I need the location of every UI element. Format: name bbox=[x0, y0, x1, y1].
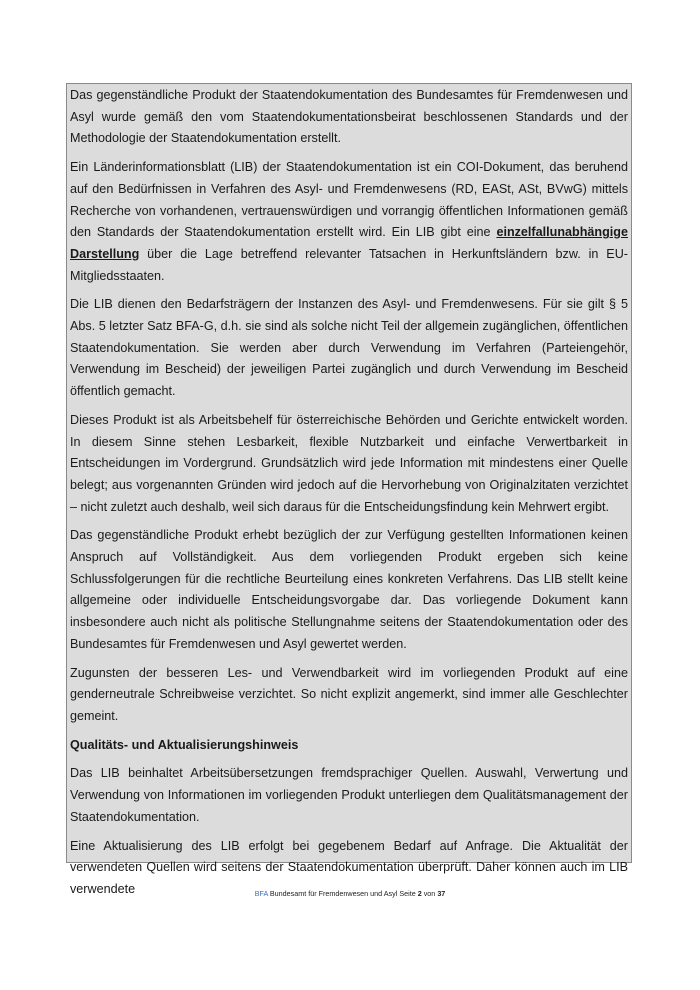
paragraph-lib-definition-start: Ein Länderinformationsblatt (LIB) der Staatendokumentation ist ein COI-Dokument, das beruhend auf den Bedürfnissen in Verfahren des Asyl- und Fremdenwesens (RD, EASt, ASt, BVwG) mittels Recherche von vorhandenen, vertrauenswürdigen und vorrangig öffentlichen Informationen gemäß den Standards der Staatendokumentation erstellt wird. Ein LIB gibt eine bbox=[70, 160, 628, 240]
paragraph-methodology: Das gegenständliche Produkt der Staatendokumentation des Bundesamtes für Fremdenwesen und Asyl wurde gemäß den vom Staatendokumentationsbeirat beschlossenen Standards und der Methodologie der Staatendokumentation erstellt. bbox=[70, 88, 628, 146]
footer-page-total: 37 bbox=[437, 889, 446, 898]
paragraph-vollstaendigkeit: Das gegenständliche Produkt erhebt bezüglich der zur Verfügung gestellten Informationen keinen Anspruch auf Vollständigkeit. Aus dem vorliegenden Produkt ergeben sich keine Schlussfolgerungen für die rechtliche Beurteilung eines konkreten Verfahrens. Das LIB stellt keine allgemeine oder individuelle Entscheidungsvorgabe dar. Das vorliegende Dokument kann insbesondere auch nicht als politische Stellungnahme seitens der Staatendokumentation oder des Bundesamtes für Fremdenwesen und Asyl gewertet werden. bbox=[70, 528, 628, 651]
paragraph-uebersetzungen: Das LIB beinhaltet Arbeitsübersetzungen fremdsprachiger Quellen. Auswahl, Verwertung und Verwendung von Informationen im vorliegenden Produkt unterliegen dem Qualitätsmanagement der Staatendokumentation. bbox=[70, 766, 628, 824]
paragraph-schreibweise: Zugunsten der besseren Les- und Verwendbarkeit wird im vorliegenden Produkt auf eine genderneutrale Schreibweise verzichtet. So nicht explizit angemerkt, sind immer alle Geschlechter gemeint. bbox=[70, 665, 628, 723]
footer-page-word: Seite bbox=[399, 889, 418, 898]
paragraph-lib-definition-end: über die Lage betreffend relevanter Tatsachen in Herkunftsländern bzw. in EU-Mitgliedsstaaten. bbox=[70, 246, 628, 283]
paragraph-aktualisierung: Eine Aktualisierung des LIB erfolgt bei gegebenem Bedarf auf Anfrage. Die Aktualität der verwendeten Quellen wird seitens der Staatendokumentation überprüft. Daher können auch im LIB verwendete bbox=[70, 838, 628, 896]
emphasis-einzelfallunabhaengig: einzelfallunabhängige Darstellung bbox=[70, 225, 628, 261]
paragraph-arbeitsbehelf: Dieses Produkt ist als Arbeitsbehelf für österreichische Behörden und Gerichte entwickelt worden. In diesem Sinne stehen Lesbarkeit, flexible Nutzbarkeit und einfache Verwertbarkeit in Entscheidungen im Vordergrund. Grundsätzlich wird jede Information mit mindestens einer Quelle belegt; aus vorgenannten Gründen wird jedoch auf die Hervorhebung von Originalzitaten verzichtet – nicht zuletzt auch deshalb, weil sich daraus für die Entscheidungsfindung kein Mehrwert ergibt. bbox=[70, 412, 628, 514]
footer-org: Bundesamt für Fremdenwesen und Asyl bbox=[267, 889, 400, 898]
page-footer bbox=[0, 889, 700, 898]
footer-bfa-abbr: BFA bbox=[254, 889, 268, 898]
paragraph-bedarfstraeger: Die LIB dienen den Bedarfsträgern der Instanzen des Asyl- und Fremdenwesens. Für sie gilt § 5 Abs. 5 letzter Satz BFA-G, d.h. sie sind als solche nicht Teil der allgemein zugänglichen, öffentlichen Staatendokumentation. Sie werden aber durch Verwendung im Verfahren (Parteiengehör, Verwendung im Bescheid) der jeweiligen Partei zugänglich und durch Verwendung im Bescheid öffentlich gemacht. bbox=[70, 297, 628, 399]
section-heading: Qualitäts- und Aktualisierungshinweis bbox=[70, 737, 299, 752]
footer-page-number: 2 bbox=[417, 889, 422, 898]
paragraph-lib-definition bbox=[70, 157, 628, 287]
footer-of-word: von bbox=[421, 889, 438, 898]
